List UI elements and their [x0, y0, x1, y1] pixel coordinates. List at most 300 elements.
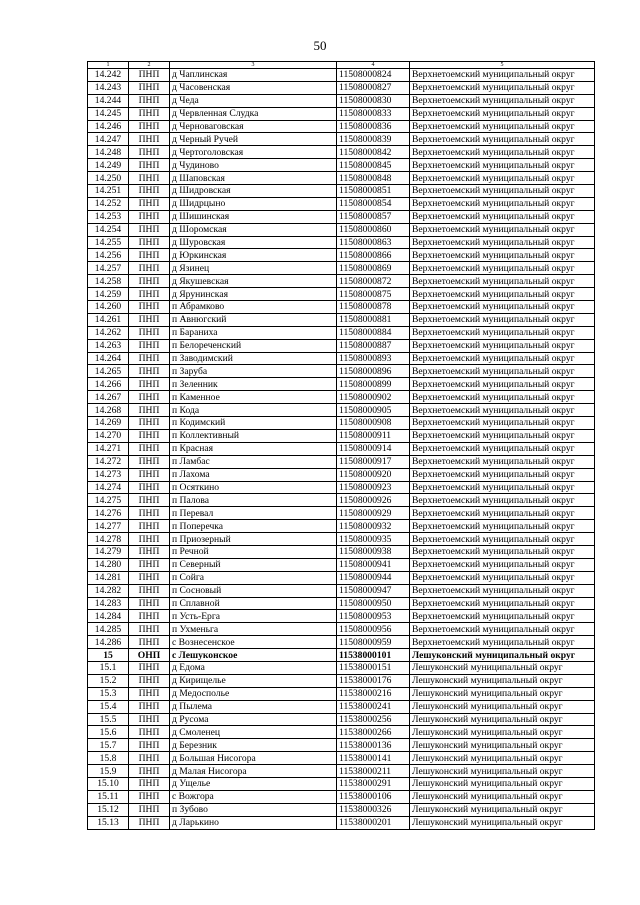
settlement-name: д Шуровская [170, 236, 337, 249]
oktmo-code: 11508000839 [337, 133, 410, 146]
municipal-district: Лешуконский муниципальный округ [410, 752, 595, 765]
row-number: 15.2 [88, 674, 129, 687]
municipal-district: Лешуконский муниципальный округ [410, 674, 595, 687]
oktmo-code: 11538000136 [337, 739, 410, 752]
settlement-name: п Северный [170, 558, 337, 571]
table-row [88, 120, 595, 133]
table-row [88, 545, 595, 558]
municipal-district: Верхнетоемский муниципальный округ [410, 417, 595, 430]
oktmo-code: 11508000938 [337, 545, 410, 558]
settlement-name: п Палова [170, 494, 337, 507]
settlement-name: д Чертоголовская [170, 146, 337, 159]
municipal-district: Верхнетоемский муниципальный округ [410, 571, 595, 584]
municipal-district: Верхнетоемский муниципальный округ [410, 494, 595, 507]
row-number: 14.248 [88, 146, 129, 159]
municipal-district: Верхнетоемский муниципальный округ [410, 301, 595, 314]
settlement-name: п Зубово [170, 803, 337, 816]
oktmo-code: 11508000851 [337, 185, 410, 198]
settlement-type: ПНП [129, 636, 170, 649]
municipal-district: Верхнетоемский муниципальный округ [410, 558, 595, 571]
settlement-type: ПНП [129, 120, 170, 133]
oktmo-code: 11508000926 [337, 494, 410, 507]
settlement-name: п Сосновый [170, 584, 337, 597]
oktmo-code: 11538000256 [337, 713, 410, 726]
municipal-district: Верхнетоемский муниципальный округ [410, 468, 595, 481]
settlement-type: ПНП [129, 777, 170, 790]
municipal-district: Верхнетоемский муниципальный округ [410, 94, 595, 107]
settlement-name: д Шидровская [170, 185, 337, 198]
table-row [88, 197, 595, 210]
settlement-type: ПНП [129, 816, 170, 829]
municipal-district: Верхнетоемский муниципальный округ [410, 197, 595, 210]
table-row [88, 726, 595, 739]
settlement-type: ПНП [129, 262, 170, 275]
row-number: 14.259 [88, 288, 129, 301]
table-row [88, 159, 595, 172]
row-number: 14.263 [88, 339, 129, 352]
settlement-name: д Медосполье [170, 687, 337, 700]
municipal-district: Верхнетоемский муниципальный округ [410, 249, 595, 262]
row-number: 14.282 [88, 584, 129, 597]
settlement-type: ПНП [129, 391, 170, 404]
table-row [88, 558, 595, 571]
municipal-district: Верхнетоемский муниципальный округ [410, 262, 595, 275]
table-row [88, 146, 595, 159]
oktmo-code: 11508000845 [337, 159, 410, 172]
settlement-name: п Коллективный [170, 429, 337, 442]
oktmo-code: 11538000176 [337, 674, 410, 687]
municipal-district: Верхнетоемский муниципальный округ [410, 185, 595, 198]
table-row [88, 752, 595, 765]
oktmo-code: 11508000896 [337, 365, 410, 378]
column-header-district: 5 [410, 62, 595, 69]
settlement-type: ПНП [129, 533, 170, 546]
oktmo-code: 11508000947 [337, 584, 410, 597]
settlement-name: п Приозерный [170, 533, 337, 546]
oktmo-code: 11508000854 [337, 197, 410, 210]
row-number: 14.246 [88, 120, 129, 133]
settlement-name: д Русома [170, 713, 337, 726]
settlement-name: п Бараниха [170, 326, 337, 339]
table-row [88, 417, 595, 430]
row-number: 15 [88, 649, 129, 662]
row-number: 15.4 [88, 700, 129, 713]
oktmo-code: 11508000878 [337, 301, 410, 314]
settlement-type: ПНП [129, 313, 170, 326]
municipal-district: Верхнетоемский муниципальный округ [410, 69, 595, 82]
oktmo-code: 11538000216 [337, 687, 410, 700]
settlement-type: ПНП [129, 417, 170, 430]
oktmo-code: 11508000848 [337, 172, 410, 185]
settlement-type: ПНП [129, 275, 170, 288]
settlement-name: п Каменное [170, 391, 337, 404]
column-header-number: 1 [88, 62, 129, 69]
settlement-type: ПНП [129, 610, 170, 623]
municipal-district: Верхнетоемский муниципальный округ [410, 223, 595, 236]
municipal-district: Верхнетоемский муниципальный округ [410, 313, 595, 326]
settlement-name: д Березник [170, 739, 337, 752]
row-number: 14.245 [88, 107, 129, 120]
municipal-district: Лешуконский муниципальный округ [410, 777, 595, 790]
oktmo-code: 11508000881 [337, 313, 410, 326]
settlement-type: ПНП [129, 133, 170, 146]
settlement-type: ПНП [129, 674, 170, 687]
oktmo-code: 11508000836 [337, 120, 410, 133]
settlement-name: д Ущелье [170, 777, 337, 790]
municipal-district: Верхнетоемский муниципальный округ [410, 81, 595, 94]
table-row [88, 803, 595, 816]
oktmo-code: 11538000326 [337, 803, 410, 816]
row-number: 14.251 [88, 185, 129, 198]
row-number: 14.266 [88, 378, 129, 391]
settlement-name: п Красная [170, 442, 337, 455]
settlement-type: ПНП [129, 223, 170, 236]
municipal-district: Верхнетоемский муниципальный округ [410, 455, 595, 468]
settlement-name: д Язинец [170, 262, 337, 275]
oktmo-code: 11538000101 [337, 649, 410, 662]
oktmo-code: 11508000923 [337, 481, 410, 494]
table-body [88, 69, 595, 830]
table-row [88, 326, 595, 339]
municipal-district: Верхнетоемский муниципальный округ [410, 610, 595, 623]
table-row [88, 597, 595, 610]
row-number: 14.280 [88, 558, 129, 571]
table-row [88, 468, 595, 481]
municipal-district: Верхнетоемский муниципальный округ [410, 533, 595, 546]
row-number: 14.256 [88, 249, 129, 262]
settlement-name: д Якушевская [170, 275, 337, 288]
oktmo-code: 11508000920 [337, 468, 410, 481]
settlement-type: ПНП [129, 326, 170, 339]
settlement-type: ПНП [129, 687, 170, 700]
municipal-district: Лешуконский муниципальный округ [410, 790, 595, 803]
oktmo-code: 11508000824 [337, 69, 410, 82]
table-row [88, 455, 595, 468]
municipal-district: Лешуконский муниципальный округ [410, 765, 595, 778]
municipal-district: Верхнетоемский муниципальный округ [410, 236, 595, 249]
settlement-name: п Кодимский [170, 417, 337, 430]
table-row [88, 185, 595, 198]
settlement-name: д Пылема [170, 700, 337, 713]
settlement-name: д Смоленец [170, 726, 337, 739]
table-row [88, 674, 595, 687]
oktmo-code: 11538000141 [337, 752, 410, 765]
oktmo-code: 11508000908 [337, 417, 410, 430]
row-number: 14.284 [88, 610, 129, 623]
municipal-district: Верхнетоемский муниципальный округ [410, 481, 595, 494]
settlement-type: ПНП [129, 81, 170, 94]
table-row [88, 236, 595, 249]
oktmo-code: 11508000827 [337, 81, 410, 94]
row-number: 14.255 [88, 236, 129, 249]
settlement-name: с Вожгора [170, 790, 337, 803]
municipal-district: Верхнетоемский муниципальный округ [410, 339, 595, 352]
table-row [88, 700, 595, 713]
table-row [88, 610, 595, 623]
oktmo-code: 11538000201 [337, 816, 410, 829]
table-row [88, 623, 595, 636]
settlement-type: ПНП [129, 159, 170, 172]
municipal-district: Верхнетоемский муниципальный округ [410, 288, 595, 301]
oktmo-code: 11538000151 [337, 661, 410, 674]
settlement-name: п Зеленник [170, 378, 337, 391]
settlement-type: ПНП [129, 765, 170, 778]
settlement-type: ПНП [129, 197, 170, 210]
table-row [88, 687, 595, 700]
table-row [88, 365, 595, 378]
municipal-district: Лешуконский муниципальный округ [410, 726, 595, 739]
settlement-name: д Черноваговская [170, 120, 337, 133]
oktmo-code: 11538000266 [337, 726, 410, 739]
oktmo-code: 11508000872 [337, 275, 410, 288]
municipal-district: Верхнетоемский муниципальный округ [410, 378, 595, 391]
municipal-district: Лешуконский муниципальный округ [410, 816, 595, 829]
settlement-name: п Белореченский [170, 339, 337, 352]
settlement-type: ПНП [129, 94, 170, 107]
settlement-type: ПНП [129, 726, 170, 739]
settlement-type: ПНП [129, 69, 170, 82]
settlement-name: п Осяткино [170, 481, 337, 494]
oktmo-code: 11508000875 [337, 288, 410, 301]
table-row [88, 816, 595, 829]
oktmo-code: 11508000893 [337, 352, 410, 365]
municipal-district: Верхнетоемский муниципальный округ [410, 623, 595, 636]
oktmo-code: 11508000950 [337, 597, 410, 610]
row-number: 14.244 [88, 94, 129, 107]
settlement-type: ПНП [129, 288, 170, 301]
settlement-name: п Перевал [170, 507, 337, 520]
row-number: 14.260 [88, 301, 129, 314]
settlement-name: д Кирищелье [170, 674, 337, 687]
municipal-district: Верхнетоемский муниципальный округ [410, 507, 595, 520]
oktmo-code: 11508000869 [337, 262, 410, 275]
municipal-district: Верхнетоемский муниципальный округ [410, 429, 595, 442]
row-number: 14.273 [88, 468, 129, 481]
settlement-type: ПНП [129, 378, 170, 391]
oktmo-code: 11508000953 [337, 610, 410, 623]
settlement-name: д Малая Нисогора [170, 765, 337, 778]
settlement-type: ПНП [129, 803, 170, 816]
settlement-type: ПНП [129, 352, 170, 365]
row-number: 15.1 [88, 661, 129, 674]
settlement-name: п Усть-Ерга [170, 610, 337, 623]
table-row [88, 765, 595, 778]
municipal-district: Лешуконский муниципальный округ [410, 739, 595, 752]
oktmo-code: 11508000917 [337, 455, 410, 468]
table-row [88, 739, 595, 752]
table-row [88, 442, 595, 455]
settlement-name: п Ламбас [170, 455, 337, 468]
row-number: 14.250 [88, 172, 129, 185]
settlement-type: ПНП [129, 404, 170, 417]
settlement-type: ПНП [129, 584, 170, 597]
row-number: 14.242 [88, 69, 129, 82]
row-number: 15.9 [88, 765, 129, 778]
municipal-district: Лешуконский муниципальный округ [410, 713, 595, 726]
municipal-district: Верхнетоемский муниципальный округ [410, 584, 595, 597]
settlement-name: д Ларькино [170, 816, 337, 829]
oktmo-code: 11508000911 [337, 429, 410, 442]
municipal-district: Верхнетоемский муниципальный округ [410, 391, 595, 404]
row-number: 14.258 [88, 275, 129, 288]
row-number: 14.281 [88, 571, 129, 584]
table-row [88, 636, 595, 649]
oktmo-code: 11508000902 [337, 391, 410, 404]
table-row [88, 352, 595, 365]
settlement-type: ПНП [129, 146, 170, 159]
row-number: 15.12 [88, 803, 129, 816]
settlement-name: д Юркинская [170, 249, 337, 262]
table-row [88, 429, 595, 442]
table-row [88, 713, 595, 726]
municipal-district: Верхнетоемский муниципальный округ [410, 365, 595, 378]
row-number: 14.253 [88, 210, 129, 223]
row-number: 15.8 [88, 752, 129, 765]
column-header-name: 3 [170, 62, 337, 69]
settlement-name: п Речной [170, 545, 337, 558]
table-row [88, 133, 595, 146]
row-number: 14.277 [88, 520, 129, 533]
settlement-name: д Шидрцыно [170, 197, 337, 210]
table-row [88, 288, 595, 301]
row-number: 15.7 [88, 739, 129, 752]
table-row [88, 520, 595, 533]
oktmo-code: 11508000932 [337, 520, 410, 533]
settlement-name: д Чаплинская [170, 69, 337, 82]
row-number: 14.262 [88, 326, 129, 339]
table-row [88, 262, 595, 275]
table-row [88, 210, 595, 223]
table-row [88, 249, 595, 262]
table-row [88, 584, 595, 597]
oktmo-code: 11538000241 [337, 700, 410, 713]
municipal-district: Верхнетоемский муниципальный округ [410, 275, 595, 288]
oktmo-code: 11508000833 [337, 107, 410, 120]
row-number: 14.254 [88, 223, 129, 236]
settlement-name: п Ухменьга [170, 623, 337, 636]
row-number: 15.6 [88, 726, 129, 739]
settlement-type: ПНП [129, 468, 170, 481]
settlement-name: п Кода [170, 404, 337, 417]
settlement-type: ПНП [129, 442, 170, 455]
settlement-name: п Лахома [170, 468, 337, 481]
municipal-district: Верхнетоемский муниципальный округ [410, 404, 595, 417]
settlement-type: ПНП [129, 481, 170, 494]
oktmo-code: 11508000860 [337, 223, 410, 236]
settlement-type: ПНП [129, 365, 170, 378]
header-row [88, 62, 595, 69]
oktmo-code: 11508000935 [337, 533, 410, 546]
row-number: 14.247 [88, 133, 129, 146]
settlement-type: ПНП [129, 210, 170, 223]
row-number: 14.286 [88, 636, 129, 649]
settlement-name: д Едома [170, 661, 337, 674]
row-number: 14.272 [88, 455, 129, 468]
settlement-type: ПНП [129, 455, 170, 468]
table-row [88, 571, 595, 584]
municipal-district: Лешуконский муниципальный округ [410, 700, 595, 713]
settlement-type: ПНП [129, 661, 170, 674]
oktmo-code: 11508000842 [337, 146, 410, 159]
municipal-district: Верхнетоемский муниципальный округ [410, 146, 595, 159]
oktmo-code: 11538000211 [337, 765, 410, 778]
municipal-district: Верхнетоемский муниципальный округ [410, 520, 595, 533]
oktmo-code: 11508000944 [337, 571, 410, 584]
row-number: 14.274 [88, 481, 129, 494]
settlement-type: ПНП [129, 185, 170, 198]
settlement-type: ПНП [129, 545, 170, 558]
oktmo-code: 11508000866 [337, 249, 410, 262]
column-header-type: 2 [129, 62, 170, 69]
oktmo-code: 11508000857 [337, 210, 410, 223]
row-number: 14.283 [88, 597, 129, 610]
row-number: 14.278 [88, 533, 129, 546]
municipal-district: Верхнетоемский муниципальный округ [410, 133, 595, 146]
row-number: 14.270 [88, 429, 129, 442]
row-number: 14.264 [88, 352, 129, 365]
table-row [88, 790, 595, 803]
table-row [88, 391, 595, 404]
municipal-district: Верхнетоемский муниципальный округ [410, 352, 595, 365]
municipal-district: Верхнетоемский муниципальный округ [410, 545, 595, 558]
row-number: 14.261 [88, 313, 129, 326]
municipal-district: Лешуконский муниципальный округ [410, 661, 595, 674]
table-row [88, 275, 595, 288]
settlement-name: д Чудиново [170, 159, 337, 172]
table-row [88, 223, 595, 236]
settlement-type: ПНП [129, 236, 170, 249]
oktmo-code: 11508000887 [337, 339, 410, 352]
settlement-name: д Шоромская [170, 223, 337, 236]
municipal-district: Верхнетоемский муниципальный округ [410, 636, 595, 649]
municipal-district: Верхнетоемский муниципальный округ [410, 159, 595, 172]
table-row [88, 94, 595, 107]
table-row [88, 107, 595, 120]
oktmo-code: 11508000941 [337, 558, 410, 571]
settlement-type: ПНП [129, 713, 170, 726]
oktmo-code: 11508000899 [337, 378, 410, 391]
municipal-district: Лешуконский муниципальный округ [410, 803, 595, 816]
municipal-district: Лешуконский муниципальный округ [410, 687, 595, 700]
table-row [88, 172, 595, 185]
oktmo-code: 11538000106 [337, 790, 410, 803]
settlement-name: п Поперечка [170, 520, 337, 533]
table-row [88, 507, 595, 520]
settlement-name: п Авнюгский [170, 313, 337, 326]
table-row [88, 533, 595, 546]
settlement-name: п Сплавной [170, 597, 337, 610]
row-number: 14.285 [88, 623, 129, 636]
settlement-type: ПНП [129, 494, 170, 507]
settlement-type: ПНП [129, 623, 170, 636]
settlement-type: ПНП [129, 301, 170, 314]
table-row [88, 404, 595, 417]
settlement-name: с Вознесенское [170, 636, 337, 649]
row-number: 14.269 [88, 417, 129, 430]
settlement-name: д Ярунинская [170, 288, 337, 301]
row-number: 14.276 [88, 507, 129, 520]
municipal-district: Лешуконский муниципальный округ [410, 649, 595, 662]
row-number: 14.279 [88, 545, 129, 558]
column-header-code: 4 [337, 62, 410, 69]
row-number: 14.271 [88, 442, 129, 455]
row-number: 15.11 [88, 790, 129, 803]
settlement-name: д Черный Ручей [170, 133, 337, 146]
oktmo-code: 11508000956 [337, 623, 410, 636]
table-row [88, 494, 595, 507]
page-number: 50 [313, 38, 327, 53]
settlement-name: д Шишинская [170, 210, 337, 223]
